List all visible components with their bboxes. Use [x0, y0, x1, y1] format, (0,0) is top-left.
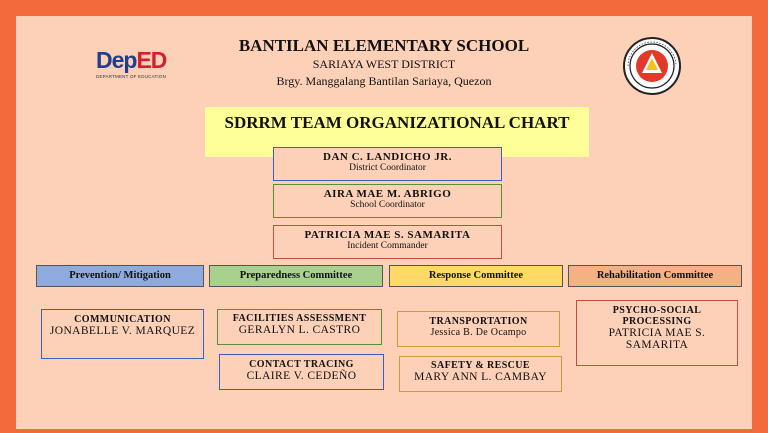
leader-role: Incident Commander: [347, 241, 428, 251]
school-coordinator-box: [273, 184, 502, 218]
logo-dep-text: Dep: [96, 47, 137, 73]
psycho-social-box: [576, 300, 738, 366]
school-name: BANTILAN ELEMENTARY SCHOOL: [238, 36, 530, 55]
logo-ed-text: ED: [136, 47, 167, 73]
district: SARIAYA WEST DISTRICT: [312, 57, 456, 71]
leader-role: School Coordinator: [350, 200, 425, 210]
transportation-box: [397, 311, 560, 347]
member-name: MARY ANN L. CAMBAY: [414, 371, 547, 383]
district-coordinator-box: [273, 147, 502, 181]
communication-box: [41, 309, 204, 359]
committee-response: Response Committee: [389, 265, 563, 287]
member-name: CLAIRE V. CEDEÑO: [246, 370, 357, 382]
member-name: Jessica B. De Ocampo: [430, 327, 527, 338]
leader-name: AIRA MAE M. ABRIGO: [323, 188, 452, 200]
member-title: TRANSPORTATION: [429, 316, 528, 327]
member-name: GERALYN L. CASTRO: [238, 324, 361, 336]
address: Brgy. Manggalang Bantilan Sariaya, Quezon: [276, 74, 492, 88]
logo-tagline: DEPARTMENT OF EDUCATION: [96, 74, 167, 79]
leader-name: PATRICIA MAE S. SAMARITA: [304, 229, 471, 241]
contact-tracing-box: [219, 354, 384, 390]
member-name: PATRICIA MAE S. SAMARITA: [608, 327, 706, 351]
facilities-assessment-box: [217, 309, 382, 345]
committee-rehabilitation: Rehabilitation Committee: [568, 265, 742, 287]
committee-prevention: Prevention/ Mitigation: [36, 265, 204, 287]
leader-name: DAN C. LANDICHO JR.: [323, 151, 452, 163]
member-name: JONABELLE V. MARQUEZ: [49, 325, 196, 337]
member-title: PSYCHO-SOCIAL PROCESSING: [612, 305, 702, 327]
committee-preparedness: Preparedness Committee: [209, 265, 383, 287]
leader-role: District Coordinator: [349, 163, 426, 173]
school-seal-icon: [622, 36, 682, 96]
member-title: COMMUNICATION: [74, 314, 171, 325]
incident-commander-box: [273, 225, 502, 259]
safety-rescue-box: [399, 356, 562, 392]
member-title: CONTACT TRACING: [249, 359, 354, 370]
member-title: FACILITIES ASSESSMENT: [232, 313, 367, 324]
chart-title: SDRRM TEAM ORGANIZATIONAL CHART: [205, 107, 589, 157]
member-title: SAFETY & RESCUE: [431, 360, 530, 371]
